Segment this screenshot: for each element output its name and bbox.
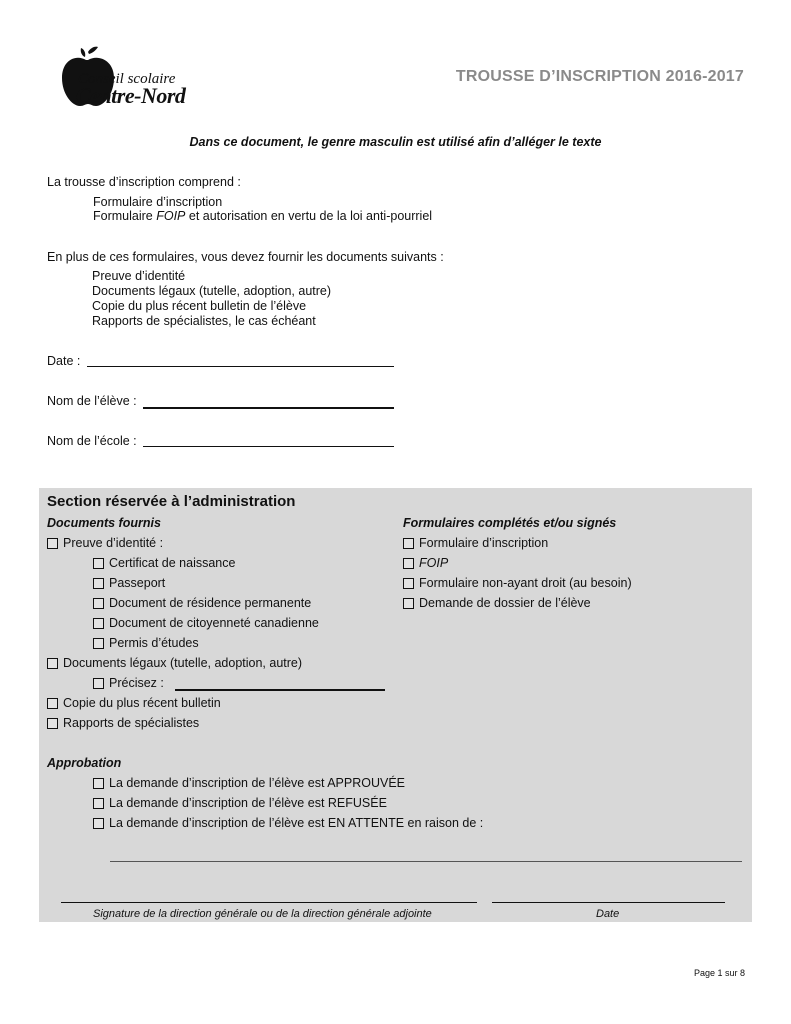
checkbox-row-registration-form[interactable] <box>403 536 548 551</box>
date-label: Date : <box>47 354 81 368</box>
checkbox-label: Document de résidence permanente <box>109 596 312 610</box>
document-item: Preuve d’identité <box>92 269 186 283</box>
kit-item-foip-suffix: et autorisation en vertu de la loi anti-pourriel <box>185 209 433 223</box>
documents-intro: En plus de ces formulaires, vous devez fournir les documents suivants : <box>47 250 444 264</box>
checkbox-row-passport[interactable] <box>93 576 165 591</box>
checkbox-row-study-permit[interactable] <box>93 636 199 651</box>
approval-heading: Approbation <box>47 756 122 770</box>
checkbox-label: Permis d’études <box>109 636 199 650</box>
admin-section <box>39 488 752 922</box>
checkbox[interactable] <box>403 538 414 549</box>
checkbox-row-permanent-residence[interactable] <box>93 596 311 611</box>
kit-intro: La trousse d’inscription comprend : <box>47 175 241 189</box>
document-title: TROUSSE D’INSCRIPTION 2016-2017 <box>455 68 744 85</box>
logo-text-line2: Centre-Nord <box>76 83 186 108</box>
checkbox[interactable] <box>93 678 104 689</box>
student-name-label: Nom de l’élève : <box>47 394 137 408</box>
checkbox-row-identity-proof[interactable] <box>47 536 163 551</box>
checkbox-label: La demande d’inscription de l’élève est APPROUVÉE <box>109 776 405 790</box>
checkbox-row-student-file-request[interactable] <box>403 596 591 611</box>
checkbox-row-refused[interactable] <box>93 796 387 811</box>
checkbox-label: Copie du plus récent bulletin <box>63 696 221 710</box>
checkbox[interactable] <box>93 798 104 809</box>
checkbox[interactable] <box>93 778 104 789</box>
checkbox[interactable] <box>47 658 58 669</box>
checkbox[interactable] <box>403 598 414 609</box>
kit-item-registration-form: Formulaire d’inscription <box>93 195 223 209</box>
date-field[interactable] <box>87 354 394 367</box>
checkbox[interactable] <box>403 578 414 589</box>
forms-completed-heading: Formulaires complétés et/ou signés <box>403 516 617 530</box>
checkbox-row-specify[interactable] <box>93 676 164 691</box>
checkbox[interactable] <box>93 598 104 609</box>
admin-section-title: Section réservée à l’administration <box>47 493 296 510</box>
checkbox[interactable] <box>47 718 58 729</box>
checkbox-row-pending[interactable] <box>93 816 483 831</box>
checkbox[interactable] <box>93 638 104 649</box>
document-item: Rapports de spécialistes, le cas échéant <box>92 314 316 328</box>
checkbox[interactable] <box>47 698 58 709</box>
checkbox-label: Certificat de naissance <box>109 556 236 570</box>
checkbox-label: Formulaire non-ayant droit (au besoin) <box>419 576 632 590</box>
school-name-field[interactable] <box>143 434 394 447</box>
school-name-label: Nom de l’école : <box>47 434 137 448</box>
checkbox-row-citizenship[interactable] <box>93 616 319 631</box>
signature-caption: Signature de la direction générale ou de la direction générale adjointe <box>93 908 432 920</box>
specify-field[interactable] <box>175 676 385 691</box>
school-board-logo <box>58 44 198 110</box>
checkbox-row-foip[interactable] <box>403 556 448 571</box>
checkbox[interactable] <box>93 578 104 589</box>
date-caption: Date <box>596 908 620 920</box>
checkbox-label: Demande de dossier de l’élève <box>419 596 591 610</box>
checkbox[interactable] <box>47 538 58 549</box>
checkbox-row-legal-documents[interactable] <box>47 656 302 671</box>
checkbox[interactable] <box>93 818 104 829</box>
checkbox-label: Documents légaux (tutelle, adoption, autre) <box>63 656 303 670</box>
checkbox[interactable] <box>403 558 414 569</box>
checkbox-label: Formulaire d’inscription <box>419 536 549 550</box>
logo-text-line1: Conseil scolaire <box>78 71 176 87</box>
checkbox-label: Rapports de spécialistes <box>63 716 200 730</box>
page-number: Page 1 sur 8 <box>693 968 745 978</box>
checkbox[interactable] <box>93 618 104 629</box>
checkbox-label: La demande d’inscription de l’élève est REFUSÉE <box>109 796 387 810</box>
kit-item-foip-acronym: FOIP <box>156 209 186 223</box>
checkbox-label: FOIP <box>419 556 449 570</box>
checkbox[interactable] <box>93 558 104 569</box>
gender-notice: Dans ce document, le genre masculin est utilisé afin d’alléger le texte <box>189 135 602 149</box>
documents-provided-heading: Documents fournis <box>47 516 161 530</box>
checkbox-row-report-card[interactable] <box>47 696 221 711</box>
signature-line[interactable] <box>61 890 477 903</box>
checkbox-label: Document de citoyenneté canadienne <box>109 616 319 630</box>
checkbox-label: Précisez : <box>109 676 164 690</box>
checkbox-row-birth-certificate[interactable] <box>93 556 235 571</box>
checkbox-label: La demande d’inscription de l’élève est EN ATTENTE en raison de : <box>109 816 484 830</box>
kit-item-foip-form <box>93 209 432 224</box>
pending-reason-field[interactable] <box>110 848 742 862</box>
kit-item-foip-prefix: Formulaire <box>93 209 157 223</box>
checkbox-row-approved[interactable] <box>93 776 405 791</box>
document-item: Documents légaux (tutelle, adoption, autre) <box>92 284 332 298</box>
student-name-field[interactable] <box>143 394 394 409</box>
checkbox-row-non-entitled-form[interactable] <box>403 576 632 591</box>
signature-date-line[interactable] <box>492 890 725 903</box>
checkbox-row-specialist-reports[interactable] <box>47 716 199 731</box>
checkbox-label: Passeport <box>109 576 166 590</box>
document-item: Copie du plus récent bulletin de l’élève <box>92 299 307 313</box>
checkbox-label: Preuve d’identité : <box>63 536 164 550</box>
